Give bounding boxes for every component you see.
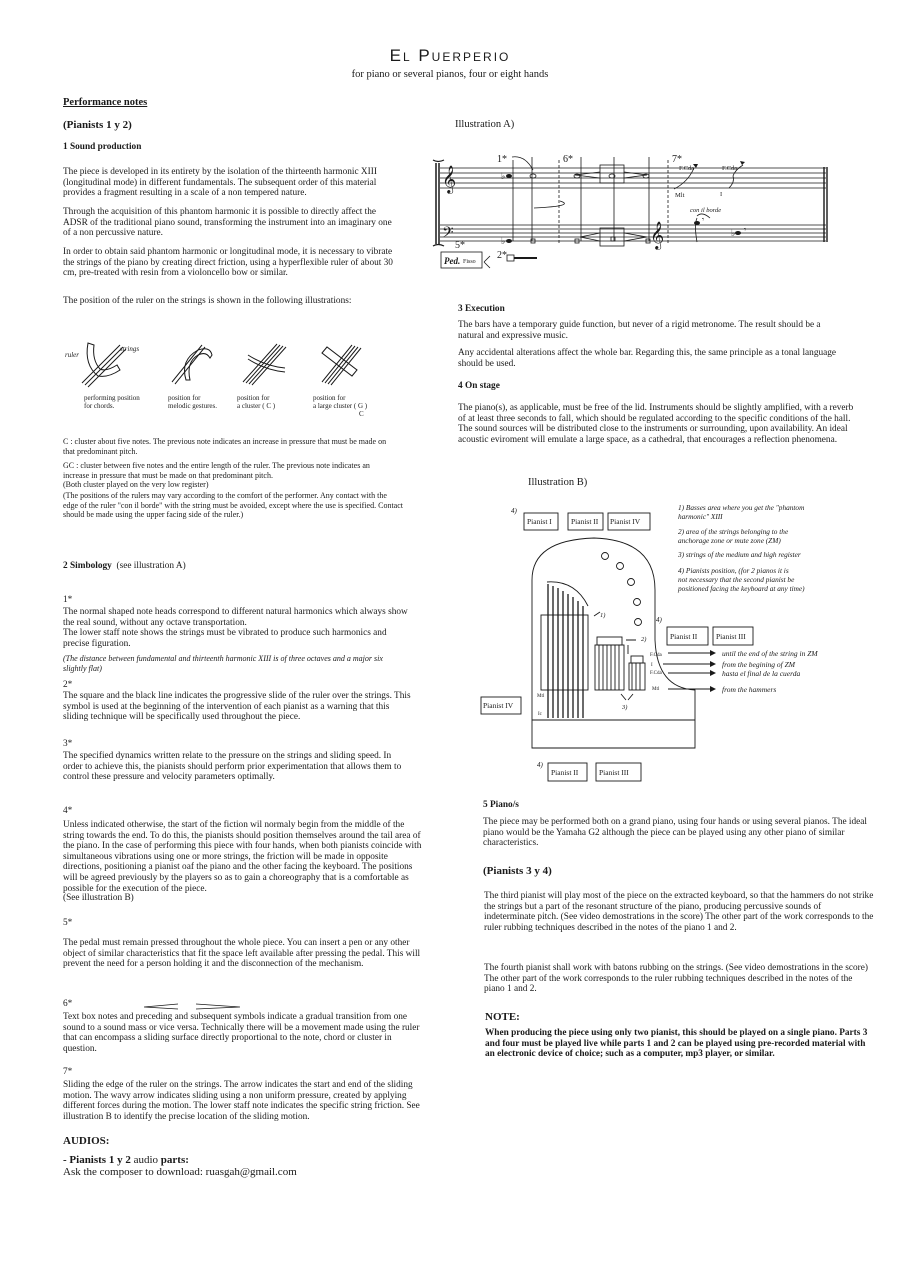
simbology-mark: 2* [63,680,73,690]
treble-clef-icon: 𝄞 [650,223,665,249]
simbology-mark: 4* [63,806,73,816]
performance-notes-heading: Performance notes [63,97,148,108]
string-label: Mtl [652,687,660,692]
hairpin-decrescendo-icon [196,1004,240,1009]
composer-contact: Ask the composer to download: ruasgah@gmail.com [63,1166,297,1178]
area-mark: 2) [641,636,647,643]
simbology-mark: 6* [63,999,73,1009]
svg-text:until the end of the string in: until the end of the string in ZM [722,649,818,658]
flat-icon: ♭ [731,228,736,238]
strings-label: strings [120,345,140,353]
score-label-mlt: Mlt [675,192,685,199]
simbology-text: The specified dynamics written relate to the pressure on the strings and sliding speed. In order to achieve this, the pianists should perform prior experimentation that allows them to control these pressure and velocity parameters optimally. [63,751,402,783]
string-label: Mtl [537,694,545,699]
ruler-positions-note: (The positions of the rulers may vary according to the comfort of the performer. Any contact with the edge of the ruler "con il borde" with the string must be avoided, except where the use is specified. Contact should be made using the upper facing side of the ruler.) [63,491,403,519]
svg-text:not necessary that the second: not necessary that the second pianist be [678,575,795,584]
pianist-box: Pianist IV [610,517,641,526]
score-mark: 6* [563,154,573,165]
score-mark: 5* [455,240,465,251]
pianists-1-2-heading: (Pianists 1 y 2) [63,119,132,131]
audios-heading: AUDIOS: [63,1135,110,1147]
simbology-text: The normal shaped note heads correspond to different natural harmonics which always show the real sound, without any octave transportation. [63,607,408,628]
ruler-caption-chords: performing position for chords. [84,394,140,410]
bass-clef-icon: 𝄢 [442,224,454,244]
svg-text:from the hammers: from the hammers [722,685,777,694]
pedal-icon: Ped. [444,256,461,266]
pianist-box: Pianist III [716,632,746,641]
score-label-con-il-borde: con il borde [690,207,722,214]
ruler-melodic-figure [172,345,212,384]
hairpin-crescendo-icon [144,1004,178,1009]
pianist-box: Pianist II [670,632,698,641]
pianist-box: Pianist II [571,517,599,526]
score-illustration-a [433,157,827,268]
cluster-register-note: (Both cluster played on the very low register) [63,480,209,489]
score-mark: 2* [497,250,507,261]
simbology-text: Sliding the edge of the ruler on the strings. The arrow indicates the start and end of the sliding motion. The wavy arrow indicates sliding using a non uniform pressure, created by applying different forces during the motion. The lower staff note indicates the specific string friction. See illustration B to identify the precise location of the sliding motion. [63,1080,420,1122]
svg-text:1) Basses area where you get: 1) Basses area where you get the "phantom [678,503,805,512]
string-label: Ic [538,712,542,717]
paragraph: Through the acquisition of this phantom harmonic it is possible to directly affect the ADSR of the traditional piano sound, transforming the instrument into an imaginary one of a non percussive nature. [63,207,392,239]
page-title: El Puerperio [389,46,511,65]
svg-text:anchorage zone or mute zone (Z: anchorage zone or mute zone (ZM) [678,536,781,545]
paragraph: The piece may be performed both on a grand piano, using four hands or using several pianos. The ideal piano would be the Yamaha G2 although the piece can be played using any other piano of similar characteristics. [483,817,867,849]
string-label: F.Cda [650,653,662,658]
simbology-mark: 5* [63,918,73,928]
note-heading: NOTE: [485,1011,520,1023]
score-label-fcda: F.Cda [679,165,695,172]
rest-icon: 𝄾 [702,215,705,224]
svg-text:hasta el final de la cuerda: hasta el final de la cuerda [722,669,801,678]
simbology-heading: 2 Simbology (see illustration A) [63,561,186,571]
paragraph: The position of the ruler on the strings is shown in the following illustrations: [63,296,352,306]
simbology-italic-note: (The distance between fundamental and thirteenth harmonic XIII is of three octaves and a major six slightly flat) [63,654,383,673]
paragraph: The bars have a temporary guide function, but never of a rigid metronome. The result should be a natural and expressive music. [458,320,821,341]
diagram-legend [677,503,805,593]
pianist-box: Pianist I [527,517,552,526]
score-mark: 1* [497,154,507,165]
page-subtitle: for piano or several pianos, four or eight hands [351,69,549,80]
simbology-text: Text box notes and preceding and subsequent symbols indicate a gradual transition from one sound to a sound mass or vice versa. Technically there will be a movement made using the ruler that can encompass a sliding surface directly proportional to the note, chord or cluster in question. [63,1012,420,1054]
simbology-text: The pedal must remain pressed throughout the whole piece. You can insert a pen or any other object of similar characteristics that fit the space left available after pressing the pedal. This will prevent the need for a person holding it and the disconnection of the mechanism. [63,938,421,970]
paragraph: In order to obtain said phantom harmonic or longitudinal mode, it is necessary to vibrate the strings of the piano by creating direct friction, using a hyperflexible ruler of about 30 cm, pre-treated with resin from a violoncello bow or similar. [63,247,393,279]
ruler-large-cluster-figure [322,345,361,385]
ruler-cluster-figure [243,344,286,385]
illustration-b-title: Illustration B) [528,477,588,488]
treble-clef-icon: 𝄞 [442,167,457,193]
simbology-mark: 1* [63,595,73,605]
pianist-box: Pianist IV [483,701,514,710]
string-label: I [651,663,653,668]
score-label-fisso: Fisso [463,259,476,265]
pianists-3-4-heading: (Pianists 3 y 4) [483,865,552,877]
audios-parts-line: - Pianists 1 y 2 audio parts: [63,1154,189,1166]
ruler-caption-cluster: position for a cluster ( C ) [237,394,276,410]
svg-text:4) Pianists position, (for 2: 4) Pianists position, (for 2 pianos it is [678,566,789,575]
simbology-text: The lower staff note shows the strings must be vibrated to produce such harmonics and precise figuration. [63,628,387,649]
position-mark: 4) [656,616,662,624]
string-label: F.Cda [650,671,662,676]
cluster-gc-note: GC : cluster between five notes and the entire length of the ruler. The previous note indicates an increase in pressure that must be made on that predominant pitch. [63,461,370,480]
position-mark: 4) [537,761,543,769]
paragraph: The piece is developed in its entirety by the isolation of the thirteenth harmonic XIII (longitudinal mode) in different fundamentals. The subsequent order of this material provides a fragment resulting in a scale of a non tempered nature. [63,167,377,199]
paragraph: The third pianist will play most of the piece on the extracted keyboard, so that the hammers do not strike the strings but a part of the resonant structure of the piano, producing percussive sounds of indeterminate pitch. (See video demostrations in the score) The other part of the work corresponds to the ruler rubbing techniques described in the notes of the piano 1 and 2. [484,891,874,933]
ruler-label: ruler [65,351,79,359]
pianos-heading: 5 Piano/s [483,800,519,810]
score-label-i: I [720,191,723,198]
position-mark: 4) [511,507,517,515]
arrow-heads [710,650,716,692]
ruler-caption-melodic: position for melodic gestures. [168,394,217,410]
area-mark: 1) [600,612,606,619]
svg-text:3) strings of the medium and: 3) strings of the medium and high register [678,550,801,559]
simbology-text: The square and the black line indicates the progressive slide of the ruler over the strings. This symbol is used at the beginning of the intervention of each pianist as a warning that this sliding technique will be specifically used throughout the piece. [63,691,411,723]
paragraph: Any accidental alterations affect the whole bar. Regarding this, the same principle as a tonal language should be used. [458,348,837,369]
score-label-fcda: F.Cda [722,165,738,172]
arrow-labels [722,649,818,694]
rest-icon: 𝄾 [744,225,747,234]
svg-text:positioned facing the keyboard: positioned facing the keyboard at any time) [678,584,805,593]
svg-text:from the begining of ZM: from the begining of ZM [722,660,796,669]
ruler-caption-large-cluster: position for a large cluster ( G ) C [313,394,368,418]
pianist-box: Pianist III [599,768,629,777]
execution-heading: 3 Execution [458,304,505,314]
see-illustration-b: (See illustration B) [63,893,134,903]
area-mark: 3) [622,704,628,711]
flat-icon: ♭ [501,236,506,246]
simbology-text: Unless indicated otherwise, the start of the fiction wil normaly begin from the middle of the string towards the end. To do this, the pianists should position themselves around the tail area of the piano. In the case of performing this piece with four hands, when both pianists coincide with simultaneous vibrations using one or more strings, the friction will be made in opposite directions, positioning a pianist oaf the piano and the other facing the keyboard. The positions will be agreed previously by the players so as to gain a choreography that is a comfortable as possible for the execution of the piece. [63,820,422,894]
svg-text:harmonic" XIII: harmonic" XIII [678,512,723,521]
paragraph: The fourth pianist shall work with batons rubbing on the strings. (See video demostrations in the score) The other part of the work corresponds to the ruler rubbing techniques described in the notes of the piano 1 and 2. [484,963,868,995]
flat-icon: ♭ [501,171,506,181]
note-text: When producing the piece using only two pianist, this should be played on a single piano. Parts 3 and four must be played live while parts 1 and 2 can be played using pre-recorded material with an electronic device of choice; such as a computer, mp3 player, or similar. [485,1028,868,1060]
cluster-c-note: C : cluster about five notes. The previous note indicates an increase in pressure that must be made on that predominant pitch. [63,437,387,456]
on-stage-heading: 4 On stage [458,381,500,391]
paragraph: The piano(s), as applicable, must be free of the lid. Instruments should be slightly amplified, with a reverb of at least three seconds to fall, which should be regulated according to the specific conditions of the hall. The sound sources will be distributed close to the instruments or surrounding, upon availability. An ideal acoustic eviroment will emulate a large space, as a cathedral, that encourages a reflection phenomena. [458,403,854,445]
svg-text:2) area of the strings belongi: 2) area of the strings belonging to the [678,527,789,536]
pianist-box: Pianist II [551,768,579,777]
simbology-mark: 7* [63,1067,73,1077]
score-mark: 7* [672,154,682,165]
illustration-a-title: Illustration A) [455,119,515,130]
simbology-mark: 3* [63,739,73,749]
sound-production-heading: 1 Sound production [63,142,142,152]
